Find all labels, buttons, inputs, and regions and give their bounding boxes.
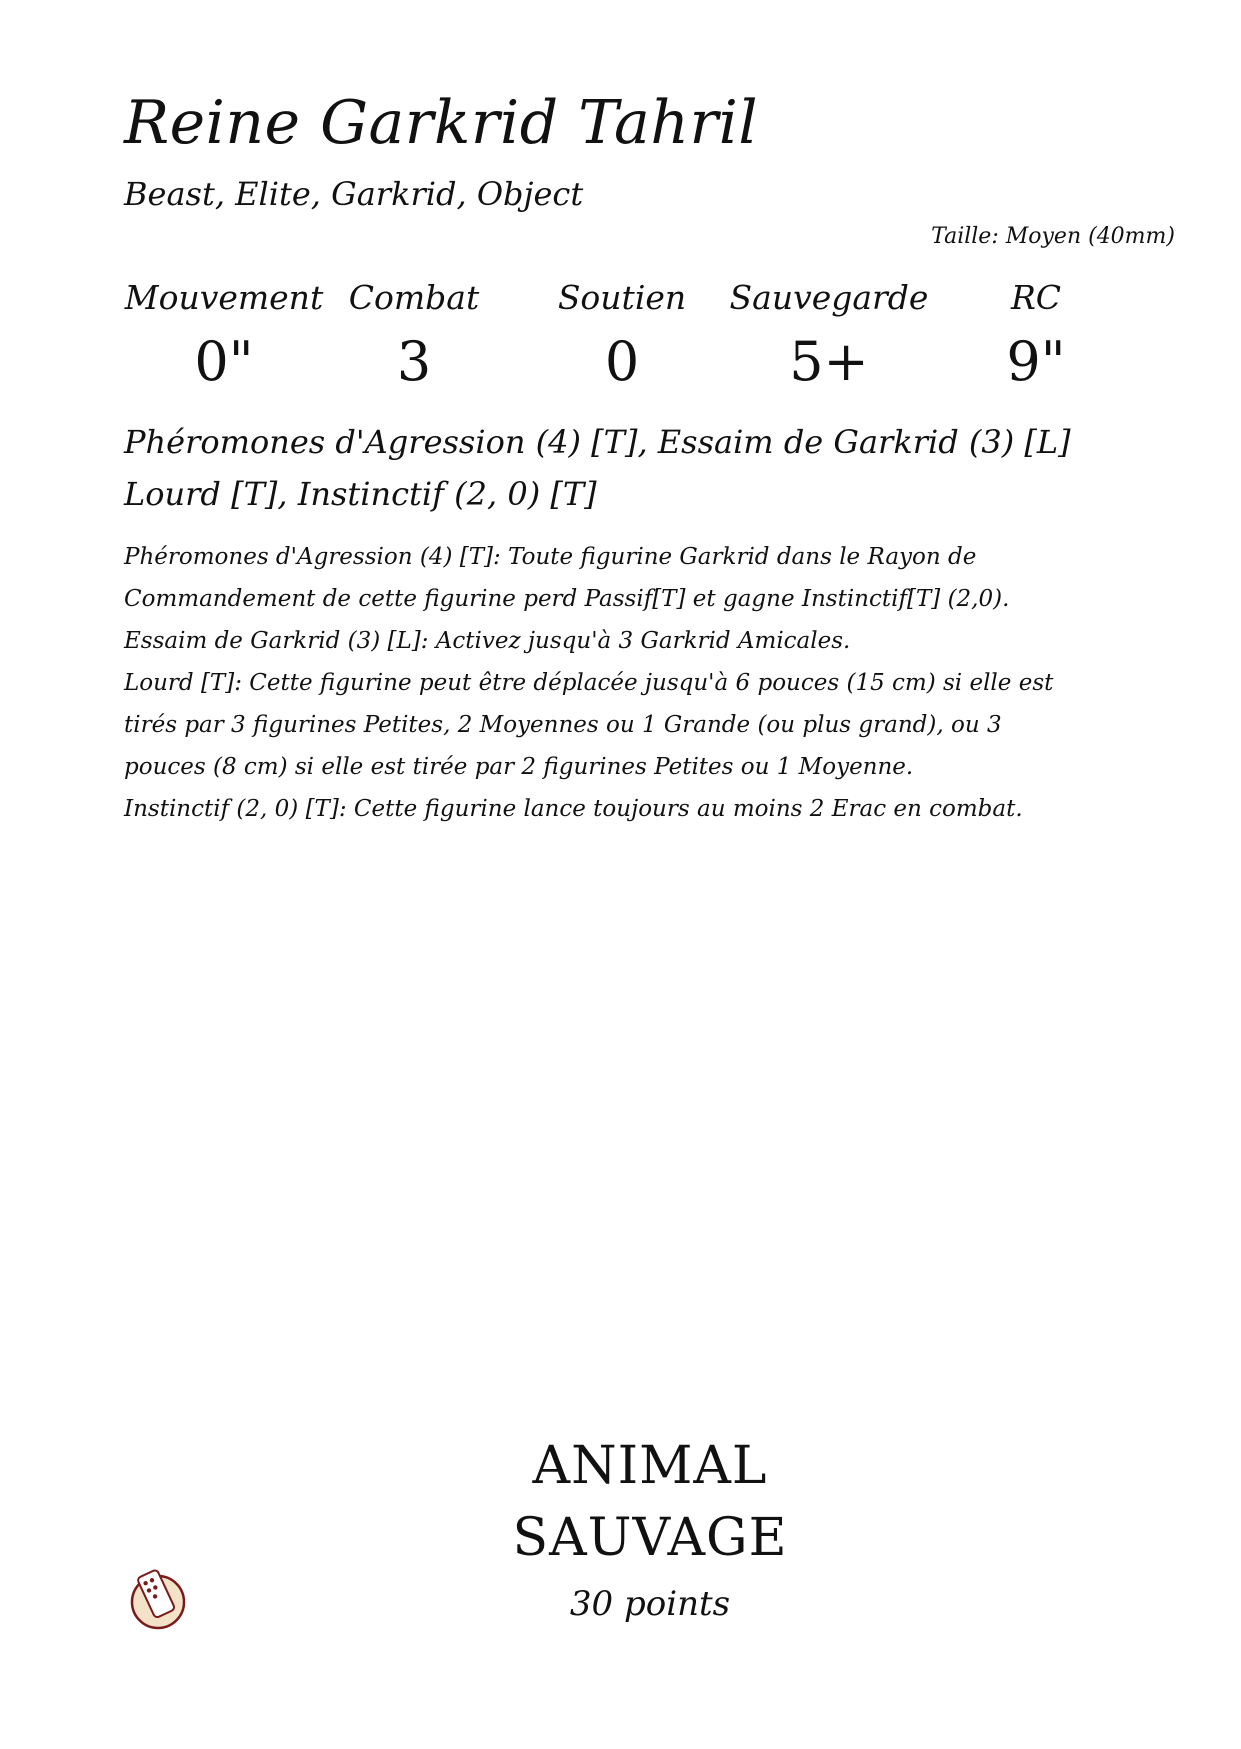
faction-label [440,1430,860,1574]
stat-mouvement [124,278,324,393]
stat-sauvegarde [729,278,929,393]
stat-value: 3 [396,330,432,393]
ability-description: Phéromones d'Agression (4) [T]: Toute figurine Garkrid dans le Rayon de Commandement de cette figurine perd Passif[T] et gagne Instinctif[T] (2,0). [124,544,1010,612]
faction-line: SAUVAGE [512,1508,788,1568]
abilities-summary-line: Lourd [T], Instinctif (2, 0) [T] [124,475,597,513]
abilities-summary [124,416,1124,520]
stat-label: RC [1010,278,1062,317]
abilities-summary-line: Phéromones d'Agression (4) [T], Essaim de Garkrid (3) [L] [124,423,1071,461]
stat-value: 9" [1006,330,1066,393]
stat-value: 5+ [789,330,869,393]
stat-combat [314,278,514,393]
stat-label: Soutien [557,278,687,317]
stat-value: 0 [604,330,640,393]
stat-soutien [522,278,722,393]
faction-line: ANIMAL [532,1436,768,1496]
stat-label: Sauvegarde [729,278,929,317]
ability-description: Lourd [T]: Cette figurine peut être déplacée jusqu'à 6 pouces (15 cm) si elle est tirés par 3 figurines Petites, 2 Moyennes ou 1 Grande (ou plus grand), ou 3 pouces (8 cm) si elle est tirée par 2 figurines Petites ou 1 Moyenne. [124,670,1054,780]
card-size: Taille: Moyen (40mm) [931,224,1175,249]
ability-description: Essaim de Garkrid (3) [L]: Activez jusqu'à 3 Garkrid Amicales. [124,628,851,654]
stat-label: Combat [348,278,480,317]
card-title: Reine Garkrid Tahril [124,88,759,158]
abilities-description [124,536,1084,830]
ability-description: Instinctif (2, 0) [T]: Cette figurine lance toujours au moins 2 Erac en combat. [124,796,1023,822]
stat-rc [936,278,1136,393]
stat-value: 0" [194,330,254,393]
points-cost: 30 points [569,1584,731,1624]
stats-row [124,278,1124,398]
tablet-logo-icon [126,1566,190,1630]
stat-label: Mouvement [124,278,324,317]
card-keywords: Beast, Elite, Garkrid, Object [124,175,584,213]
